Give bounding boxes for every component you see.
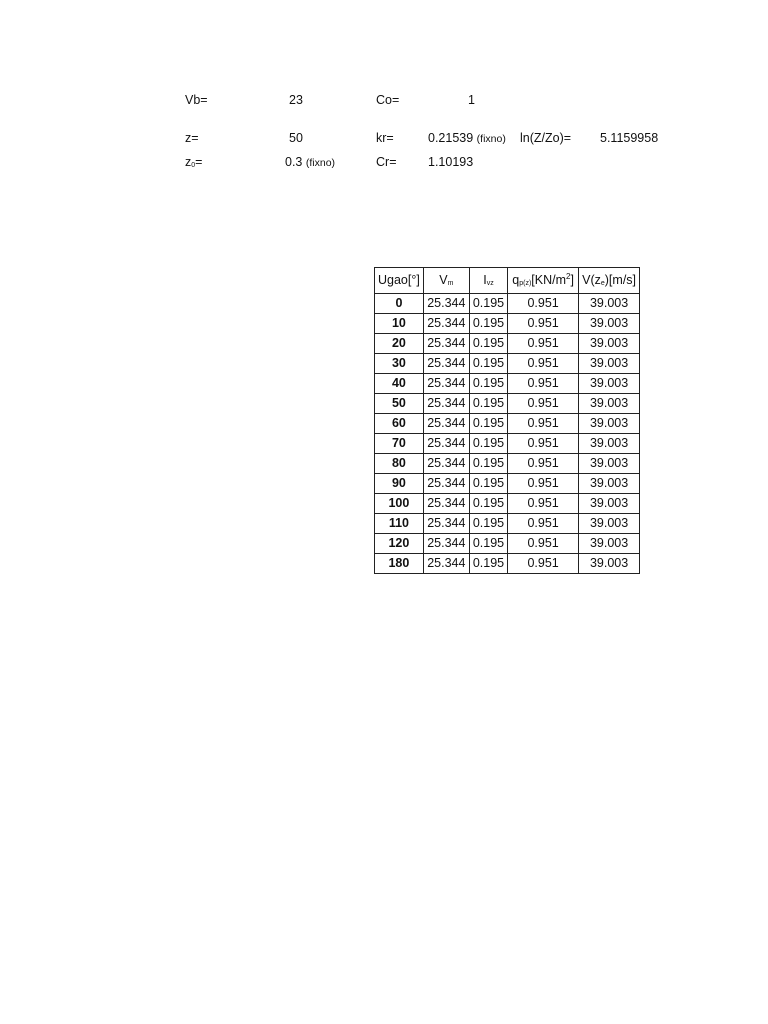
header-vz-main: V(z [582,273,601,287]
cell-iv: 0.195 [469,374,507,394]
header-angle: Ugao[°] [375,268,424,294]
cell-angle: 110 [375,514,424,534]
cell-vm: 25.344 [423,514,469,534]
cell-qp: 0.951 [508,334,579,354]
table-row [375,494,640,514]
cell-vz: 39.003 [579,474,640,494]
table-row [375,474,640,494]
cell-vz: 39.003 [579,554,640,574]
cell-vm: 25.344 [423,494,469,514]
wind-results-table [374,267,640,574]
cell-qp: 0.951 [508,294,579,314]
table-header-row [375,268,640,294]
cell-vm: 25.344 [423,334,469,354]
cell-angle: 70 [375,434,424,454]
kr-number: 0.21539 [428,131,474,145]
cell-qp: 0.951 [508,494,579,514]
cell-qp: 0.951 [508,314,579,334]
cell-iv: 0.195 [469,294,507,314]
co-label: Co= [376,93,400,107]
header-vm [423,268,469,294]
cell-angle: 100 [375,494,424,514]
cell-vz: 39.003 [579,354,640,374]
cell-iv: 0.195 [469,494,507,514]
table-row [375,414,640,434]
z0-label-end: = [195,155,203,169]
table-row [375,354,640,374]
cell-qp: 0.951 [508,374,579,394]
table-row [375,394,640,414]
header-iv-main: I [483,273,487,287]
cell-vz: 39.003 [579,394,640,414]
z0-value [285,155,335,170]
kr-label: kr= [376,131,394,145]
z0-label-sub: 0 [191,162,196,169]
cr-label: Cr= [376,155,397,169]
cell-qp: 0.951 [508,474,579,494]
cell-vm: 25.344 [423,374,469,394]
cell-vz: 39.003 [579,314,640,334]
cell-angle: 20 [375,334,424,354]
header-qp-sub: p(z) [519,280,532,287]
header-vz-end: )[m/s] [604,273,637,287]
table-row [375,294,640,314]
cell-iv: 0.195 [469,434,507,454]
z-label: z= [185,131,199,145]
table-row [375,514,640,534]
cell-qp: 0.951 [508,554,579,574]
lnz-value: 5.1159958 [600,131,659,145]
header-qp-sup: 2 [566,272,571,281]
cell-vm: 25.344 [423,454,469,474]
cell-vm: 25.344 [423,394,469,414]
table-row [375,534,640,554]
cell-iv: 0.195 [469,334,507,354]
cell-angle: 40 [375,374,424,394]
header-vz-sub: e [600,280,605,287]
cell-qp: 0.951 [508,354,579,374]
kr-note: (fixno) [476,133,506,145]
cr-value: 1.10193 [428,155,474,169]
header-qp [508,268,579,294]
header-qp-close: ] [570,273,574,287]
cell-vz: 39.003 [579,494,640,514]
z0-note: (fixno) [305,157,336,169]
table-row [375,314,640,334]
cell-vz: 39.003 [579,454,640,474]
cell-angle: 30 [375,354,424,374]
table-row [375,454,640,474]
cell-vz: 39.003 [579,334,640,354]
cell-vm: 25.344 [423,414,469,434]
table-row [375,554,640,574]
table-row [375,334,640,354]
header-iv-sub: vz [486,280,494,287]
cell-iv: 0.195 [469,394,507,414]
cell-qp: 0.951 [508,454,579,474]
cell-iv: 0.195 [469,314,507,334]
cell-vz: 39.003 [579,294,640,314]
cell-vz: 39.003 [579,414,640,434]
cell-qp: 0.951 [508,434,579,454]
cell-vm: 25.344 [423,354,469,374]
header-iv [469,268,507,294]
cell-vm: 25.344 [423,554,469,574]
co-value: 1 [468,93,475,107]
cell-vm: 25.344 [423,434,469,454]
header-vz [579,268,640,294]
cell-qp: 0.951 [508,534,579,554]
cell-vz: 39.003 [579,374,640,394]
cell-angle: 80 [375,454,424,474]
cell-iv: 0.195 [469,354,507,374]
cell-angle: 180 [375,554,424,574]
cell-iv: 0.195 [469,514,507,534]
cell-vz: 39.003 [579,534,640,554]
cell-vm: 25.344 [423,474,469,494]
vb-label: Vb= [185,93,208,107]
table-row [375,374,640,394]
cell-qp: 0.951 [508,514,579,534]
cell-vz: 39.003 [579,434,640,454]
cell-vz: 39.003 [579,514,640,534]
cell-angle: 120 [375,534,424,554]
cell-angle: 0 [375,294,424,314]
cell-iv: 0.195 [469,554,507,574]
cell-qp: 0.951 [508,414,579,434]
lnz-label: ln(Z/Zo)= [520,131,572,145]
cell-iv: 0.195 [469,534,507,554]
z-value: 50 [289,131,303,145]
header-vm-sub: m [447,280,454,287]
cell-iv: 0.195 [469,414,507,434]
header-qp-end: [KN/m [531,273,567,287]
header-qp-main: q [512,273,520,287]
cell-iv: 0.195 [469,474,507,494]
cell-angle: 90 [375,474,424,494]
z0-label [185,155,202,169]
cell-angle: 60 [375,414,424,434]
cell-iv: 0.195 [469,454,507,474]
table-row [375,434,640,454]
z0-number: 0.3 [285,155,303,169]
z0-label-main: z [185,155,192,169]
cell-angle: 10 [375,314,424,334]
vb-value: 23 [289,93,303,107]
kr-value [428,131,506,146]
cell-vm: 25.344 [423,314,469,334]
cell-vm: 25.344 [423,534,469,554]
cell-angle: 50 [375,394,424,414]
header-vm-main: V [439,273,448,287]
cell-qp: 0.951 [508,394,579,414]
cell-vm: 25.344 [423,294,469,314]
